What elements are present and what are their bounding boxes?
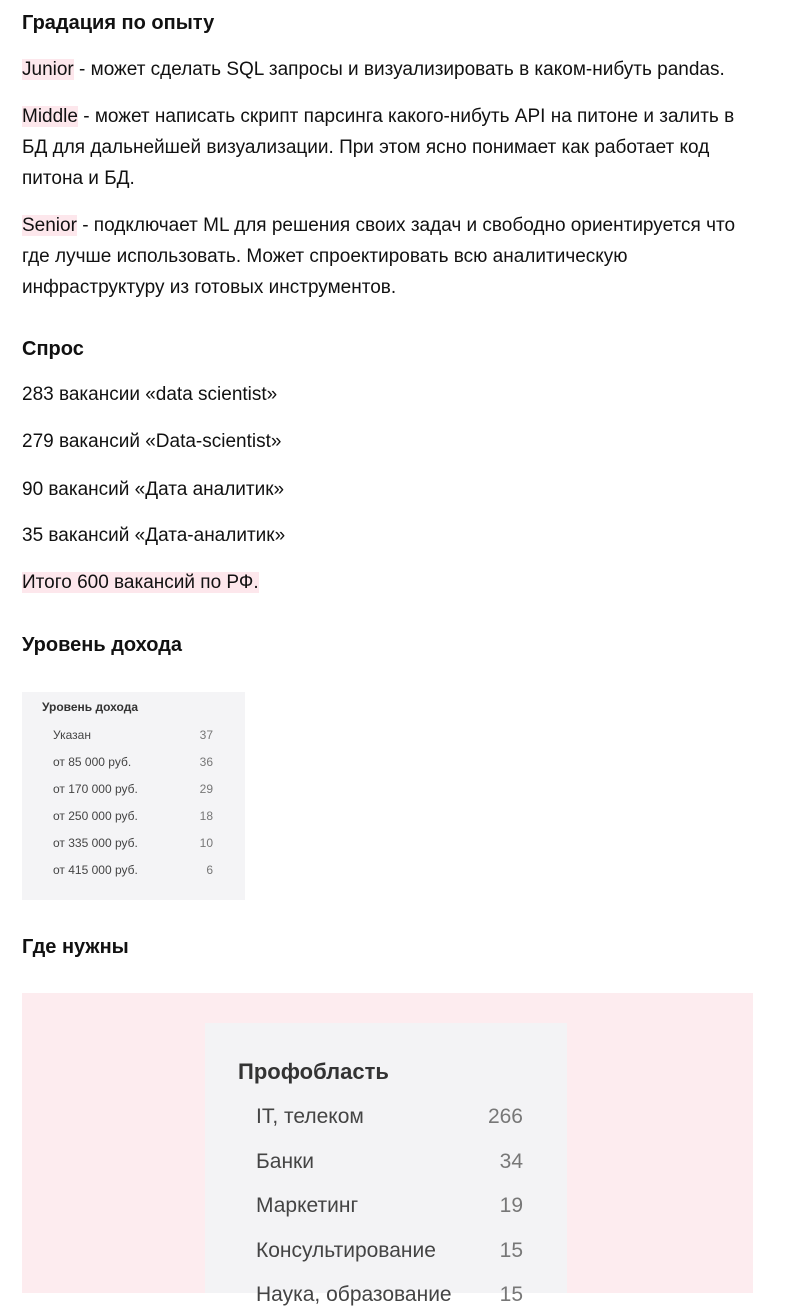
income-row <box>53 782 213 796</box>
income-count: 10 <box>199 836 213 850</box>
paragraph-senior <box>22 210 757 303</box>
demand-total <box>22 567 259 598</box>
income-card-title: Уровень дохода <box>42 700 139 714</box>
income-row <box>53 836 213 850</box>
profarea-label: IT, телеком <box>256 1105 364 1128</box>
profarea-count: 15 <box>499 1239 523 1262</box>
section-title-income: Уровень дохода <box>22 634 183 656</box>
profarea-label: Банки <box>256 1150 314 1173</box>
income-row <box>53 863 213 877</box>
income-label: от 415 000 руб. <box>53 863 138 877</box>
where-image-frame <box>22 993 753 1306</box>
section-title-grading: Градация по опыту <box>22 12 215 34</box>
profarea-row <box>256 1283 523 1307</box>
paragraph-middle <box>22 101 757 194</box>
demand-item: 283 вакансии «data scientist» <box>22 384 278 405</box>
highlight-junior: Junior <box>22 59 74 80</box>
profarea-count: 15 <box>499 1283 523 1306</box>
profarea-label: Консультирование <box>256 1239 436 1262</box>
profarea-row <box>256 1239 523 1263</box>
income-label: Указан <box>53 728 91 742</box>
demand-item: 90 вакансий «Дата аналитик» <box>22 479 285 500</box>
income-count: 37 <box>199 728 213 742</box>
senior-description: - подключает ML для решения своих задач и свободно ориентируется что где лучше использовать. Может спроектировать всю аналитическую инфраструктуру из готовых инструментов. <box>22 215 736 298</box>
income-row <box>53 809 213 823</box>
income-count: 18 <box>199 809 213 823</box>
demand-item: 279 вакансий «Data-scientist» <box>22 431 282 452</box>
profarea-count: 19 <box>499 1194 523 1217</box>
income-label: от 335 000 руб. <box>53 836 138 850</box>
profarea-row <box>256 1105 523 1129</box>
middle-description: - может написать скрипт парсинга какого-нибуть API на питоне и залить в БД для дальнейшей визуализации. При этом ясно понимает как работает код питона и БД. <box>22 106 735 189</box>
paragraph-junior <box>22 54 725 85</box>
junior-description: - может сделать SQL запросы и визуализировать в каком-нибуть pandas. <box>73 59 725 80</box>
income-count: 29 <box>199 782 213 796</box>
demand-item: 35 вакансий «Дата-аналитик» <box>22 525 286 546</box>
income-count: 6 <box>206 863 213 877</box>
section-title-where: Где нужны <box>22 936 129 958</box>
profarea-label: Маркетинг <box>256 1194 359 1217</box>
income-image <box>22 692 245 900</box>
profarea-count: 34 <box>499 1150 523 1173</box>
highlight-senior: Senior <box>22 215 77 236</box>
income-label: от 170 000 руб. <box>53 782 138 796</box>
highlight-middle: Middle <box>22 106 78 127</box>
income-row <box>53 755 213 769</box>
income-label: от 85 000 руб. <box>53 755 132 769</box>
income-count: 36 <box>199 755 213 769</box>
profarea-card-title: Профобласть <box>238 1059 389 1084</box>
income-label: от 250 000 руб. <box>53 809 138 823</box>
section-title-demand: Спрос <box>22 338 84 360</box>
highlight-total: Итого 600 вакансий по РФ. <box>22 572 259 593</box>
profarea-row <box>256 1150 523 1174</box>
profarea-row <box>256 1194 523 1218</box>
income-row <box>53 728 213 742</box>
profarea-count: 266 <box>487 1105 523 1128</box>
profarea-image <box>205 1023 567 1306</box>
profarea-label: Наука, образование <box>256 1283 452 1306</box>
